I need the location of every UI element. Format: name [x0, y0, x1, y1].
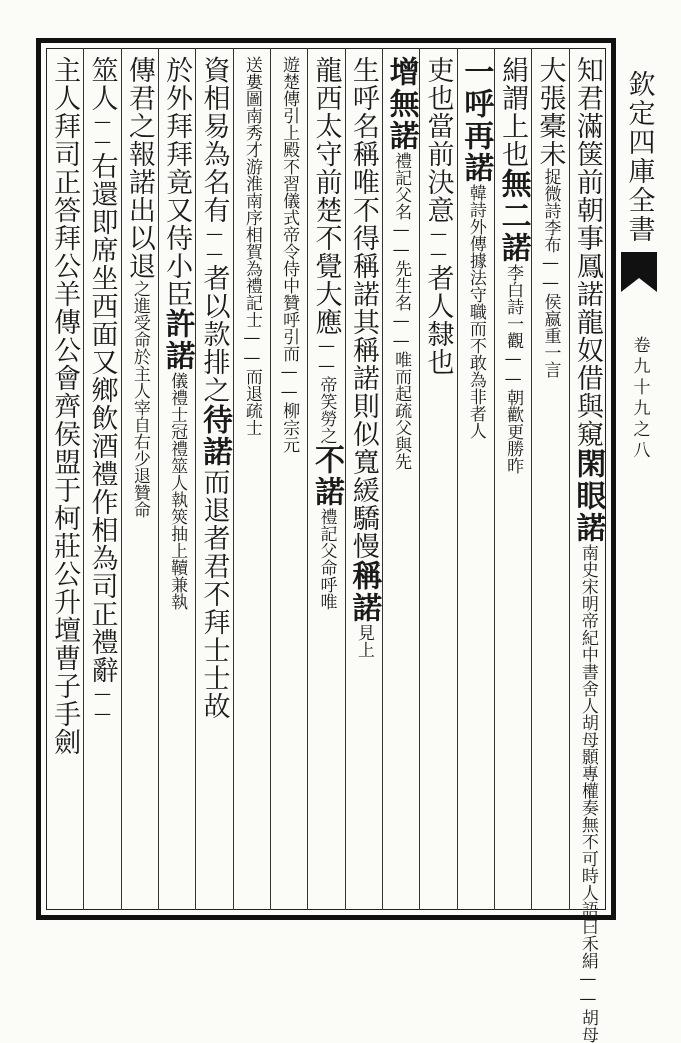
annotation-text: 見上	[353, 624, 374, 658]
entry-heading: 一呼再諾	[458, 56, 494, 184]
text-column	[417, 56, 459, 906]
entry-heading: 許諾	[159, 308, 195, 372]
body-text: 而退者君不拜士士故	[198, 468, 230, 720]
body-text: 於外拜拜竟又侍小臣	[161, 56, 193, 308]
annotation-text: 侯嬴重一言	[540, 293, 561, 378]
annotation-text: ——	[391, 311, 412, 351]
annotation-text: 遊楚傳引上殿不習儀式帝令侍中贊呼引	[279, 56, 300, 345]
annotation-text: 帝笑勞之	[316, 376, 337, 444]
annotation-text: 李白詩一觀	[503, 264, 524, 349]
annotation-text: ——	[241, 328, 262, 368]
annotation-text: 而	[279, 345, 300, 362]
annotation-text: 而退疏士	[241, 368, 262, 436]
annotation-text: ——	[540, 253, 561, 293]
text-column	[380, 56, 422, 906]
annotation-text: ——	[391, 220, 412, 260]
fish-tail-mark	[621, 252, 657, 292]
body-text: 主人拜司正答拜公羊傳公會齊侯盟于柯莊公升壇曹子手劍	[49, 56, 81, 756]
annotation-text: 之進受命於主人宰自右少退贊命	[129, 280, 150, 518]
annotation-text: ——	[316, 336, 337, 376]
text-column	[81, 56, 123, 906]
text-column	[44, 56, 86, 906]
body-text: 大張橐未	[534, 56, 566, 168]
body-text: 傳君之報諾出以退	[123, 56, 155, 280]
annotation-text: ——	[428, 224, 449, 264]
text-column	[492, 56, 534, 906]
entry-heading: 增無諾	[383, 56, 419, 152]
body-text: 者以款排之	[198, 264, 230, 404]
annotation-text: 奏無不可時人語曰禾絹	[577, 799, 598, 969]
body-text: 吏也當前決意	[422, 56, 454, 224]
annotation-text: 南史宋明帝紀中書舍人胡母顥專權	[577, 544, 598, 799]
annotation-text: 先生名	[391, 260, 412, 311]
body-text: 右還即席坐西面又鄉飲酒禮作相為司正禮辭	[86, 152, 118, 684]
title-strip	[618, 38, 660, 920]
text-column	[454, 56, 496, 906]
annotation-text: ——	[92, 112, 113, 152]
text-column	[118, 56, 160, 906]
annotation-text: 禮記父名	[391, 152, 412, 220]
text-column	[342, 56, 384, 906]
annotation-text: 唯而起疏父與先	[391, 351, 412, 470]
text-column	[268, 56, 310, 906]
entry-heading: 稱諾	[346, 560, 382, 624]
annotation-text: ——	[577, 969, 598, 1009]
text-column	[193, 56, 235, 906]
body-text: 資相易為名有	[198, 56, 230, 224]
annotation-text: ——	[204, 224, 225, 264]
text-column	[305, 56, 347, 906]
entry-heading: 閑眼諾	[570, 448, 606, 544]
annotation-text: 朝歡更勝昨	[503, 389, 524, 474]
annotation-text: 禮記父命呼唯	[316, 508, 337, 610]
body-text: 者人隸也	[422, 264, 454, 376]
body-text: 絹謂上也	[497, 56, 529, 168]
text-column	[156, 56, 198, 906]
annotation-text: ——	[92, 684, 113, 724]
book-title: 欽定四庫全書	[623, 70, 655, 244]
entry-heading: 不諾	[309, 444, 344, 508]
annotation-text: 韓詩外傳據法守職而不敢為非者人	[465, 184, 486, 439]
annotation-text: ——	[279, 362, 300, 402]
annotation-text: 儀禮士冠禮筮人執筴抽上韇兼執	[167, 372, 188, 610]
annotation-text: ——	[503, 349, 524, 389]
body-text: 鳳諾龍奴借與窺	[571, 252, 603, 448]
body-text: 龍西太守前楚不覺大應	[310, 56, 342, 336]
body-text: 知君滿箧前朝事	[571, 56, 603, 252]
entry-heading: 無二諾	[495, 168, 531, 264]
text-column	[230, 56, 272, 906]
annotation-text: 捉微詩李布	[540, 168, 561, 253]
entry-heading: 待諾	[197, 404, 232, 468]
text-column	[566, 56, 608, 1043]
annotation-text: 禮記士	[241, 277, 262, 328]
annotation-text: 送婁圖南秀才游淮南序相賀為	[241, 56, 262, 277]
body-text: 生呼名稱唯不得稱諾其稱諾則似寬緩驕慢	[347, 56, 379, 560]
body-text: 筮人	[86, 56, 118, 112]
annotation-text: 柳宗元	[279, 402, 300, 453]
annotation-text: 胡母	[577, 1009, 598, 1043]
volume-marker: 卷九十九之八	[629, 336, 650, 462]
text-column	[529, 56, 571, 906]
